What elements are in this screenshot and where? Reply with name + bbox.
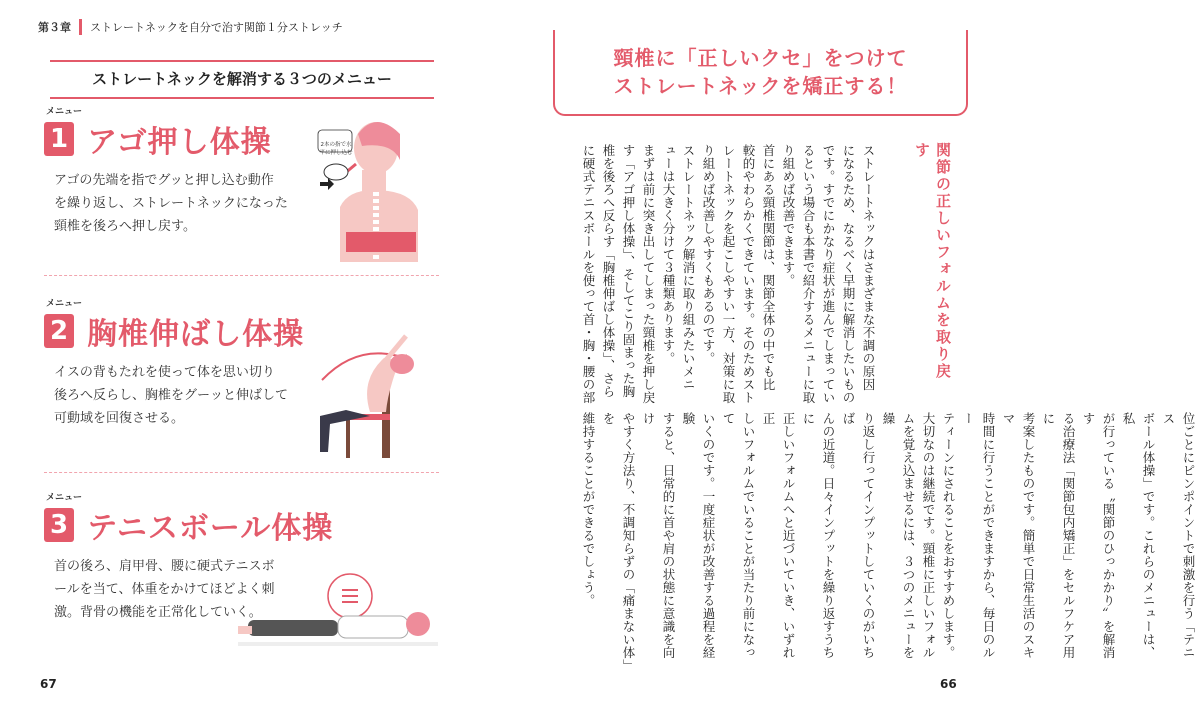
- menu-description: [54, 361, 304, 430]
- desc-line: 頸椎を後ろへ押し戻す。: [54, 219, 196, 234]
- desc-line: アゴの先端を指でグッと押し込む動作: [54, 173, 274, 188]
- text-column: んの近道。日々インプットを繰り返すうちに: [801, 412, 836, 659]
- desc-line: ールを当て、体重をかけてほどよく刺: [54, 582, 275, 597]
- text-column: 維持することができるでしょう。: [581, 412, 596, 607]
- text-column: ティーンにされることをおすすめします。: [941, 412, 956, 659]
- illustration-note: 2本の指で水平に押し込む: [319, 142, 353, 156]
- menu-number: 3: [44, 508, 74, 542]
- item-divider: [44, 472, 439, 473]
- tennis-ball-illustration: [238, 572, 438, 657]
- chapter-header: [38, 19, 343, 35]
- text-column: 大切なのは継続です。頸椎に正しいフォル: [921, 412, 936, 659]
- menu-tag: メニュー: [46, 299, 83, 309]
- text-column: 較的やわらかくできています。そのためスト: [741, 144, 756, 404]
- text-column: ューは大きく分けて３種類あります。: [661, 144, 676, 365]
- text-column: に硬式テニスボールを使って首・胸・腰の部: [581, 144, 596, 404]
- menu-title: アゴ押し体操: [87, 125, 272, 160]
- menu-number: 2: [44, 314, 74, 348]
- desc-line: を繰り返し、ストレートネックになった: [54, 196, 288, 211]
- text-column: す「アゴ押し体操」、そしてこり固まった胸: [621, 144, 636, 398]
- text-column: り組めば改善できます。: [781, 144, 796, 287]
- text-column: が行っている〝関節のひっかかり〟を解消す: [1081, 412, 1116, 659]
- chapter-label: 第３章: [38, 21, 71, 34]
- right-page-title-box: [553, 30, 968, 116]
- text-column: 考案したものです。簡単で日常生活のスキマ: [1001, 412, 1036, 659]
- text-column: 位ごとにピンポイントで刺激を行う「テニス: [1161, 412, 1196, 659]
- text-column: り返し行ってインプットしていくのがいちば: [841, 412, 876, 659]
- menu-tag: メニュー: [46, 493, 83, 503]
- menu-tag: メニュー: [46, 107, 83, 117]
- chin-push-illustration: [318, 112, 443, 267]
- desc-line: 可動域を回復させる。: [54, 411, 185, 426]
- desc-line: 首の後ろ、肩甲骨、腰に硬式テニスボ: [54, 559, 275, 574]
- text-column: いくのです。一度症状が改善する過程を経験: [681, 412, 716, 659]
- menu-description: [54, 169, 288, 238]
- text-column: ムを覚え込ませるには、３つのメニューを繰: [881, 412, 916, 659]
- text-column: しいフォルムでいることが当たり前になって: [721, 412, 756, 659]
- title-line: ストレートネックを矯正する！: [613, 74, 908, 98]
- desc-line: 激。背骨の機能を正常化していく。: [54, 605, 262, 620]
- text-column: 正しいフォルムへと近づいていき、いずれ正: [761, 412, 796, 659]
- section-heading: 関節の正しいフォルムを取り戻す: [913, 142, 952, 380]
- text-column: るという場合も本書で紹介するメニューに取: [801, 144, 816, 404]
- header-divider: [79, 19, 82, 35]
- menu-heading: ストレートネックを解消する３つのメニュー: [50, 60, 434, 99]
- text-column: です。すでにかなり症状が進んでしまってい: [821, 144, 836, 404]
- menu-title: 胸椎伸ばし体操: [87, 317, 305, 352]
- text-column: まずは前に突き出してしまった頸椎を押し戻: [641, 144, 656, 404]
- menu-item-2: [44, 296, 304, 430]
- text-column: ボール体操」です。これらのメニューは、私: [1121, 412, 1156, 659]
- text-column: る治療法「関節包内矯正」をセルフケア用に: [1041, 412, 1076, 659]
- item-divider: [44, 275, 439, 276]
- desc-line: 後ろへ反らし、胸椎をグーッと伸ばして: [54, 388, 289, 403]
- menu-title: テニスボール体操: [87, 511, 334, 546]
- text-column: り組めば改善しやすくもあるのです。: [701, 144, 716, 365]
- chair-stretch-illustration: [290, 320, 435, 460]
- upper-text-block: [578, 144, 878, 406]
- page-number-right: 66: [940, 677, 957, 691]
- desc-line: イスの背もたれを使って体を思い切り: [54, 365, 275, 380]
- lower-text-block: [578, 412, 1198, 667]
- title-line: 頸椎に「正しいクセ」をつけて: [613, 46, 908, 70]
- text-column: 椎を後ろへ反らす「胸椎伸ばし体操」、さら: [601, 144, 616, 398]
- page-number-left: 67: [40, 677, 57, 691]
- text-column: レートネックを起こしやすい一方、対策に取: [721, 144, 736, 404]
- text-column: 時間に行うことができますから、毎日のルー: [961, 412, 996, 659]
- text-column: になるため、なるべく早期に解消したいもの: [841, 144, 856, 404]
- text-column: 首にある頸椎関節は、関節全体の中でも比: [761, 144, 776, 391]
- menu-item-1: [44, 104, 288, 238]
- text-column: やすく方法り、不調知らずの「痛まない体」を: [601, 412, 636, 666]
- text-column: ストレートネック解消に取り組みたいメニ: [681, 144, 696, 391]
- menu-number: 1: [44, 122, 74, 156]
- chapter-title: ストレートネックを自分で治す関節１分ストレッチ: [90, 21, 343, 34]
- text-column: ストレートネックはさまざまな不調の原因: [861, 144, 876, 391]
- text-column: すると、日常的に首や肩の状態に意識を向け: [641, 412, 676, 659]
